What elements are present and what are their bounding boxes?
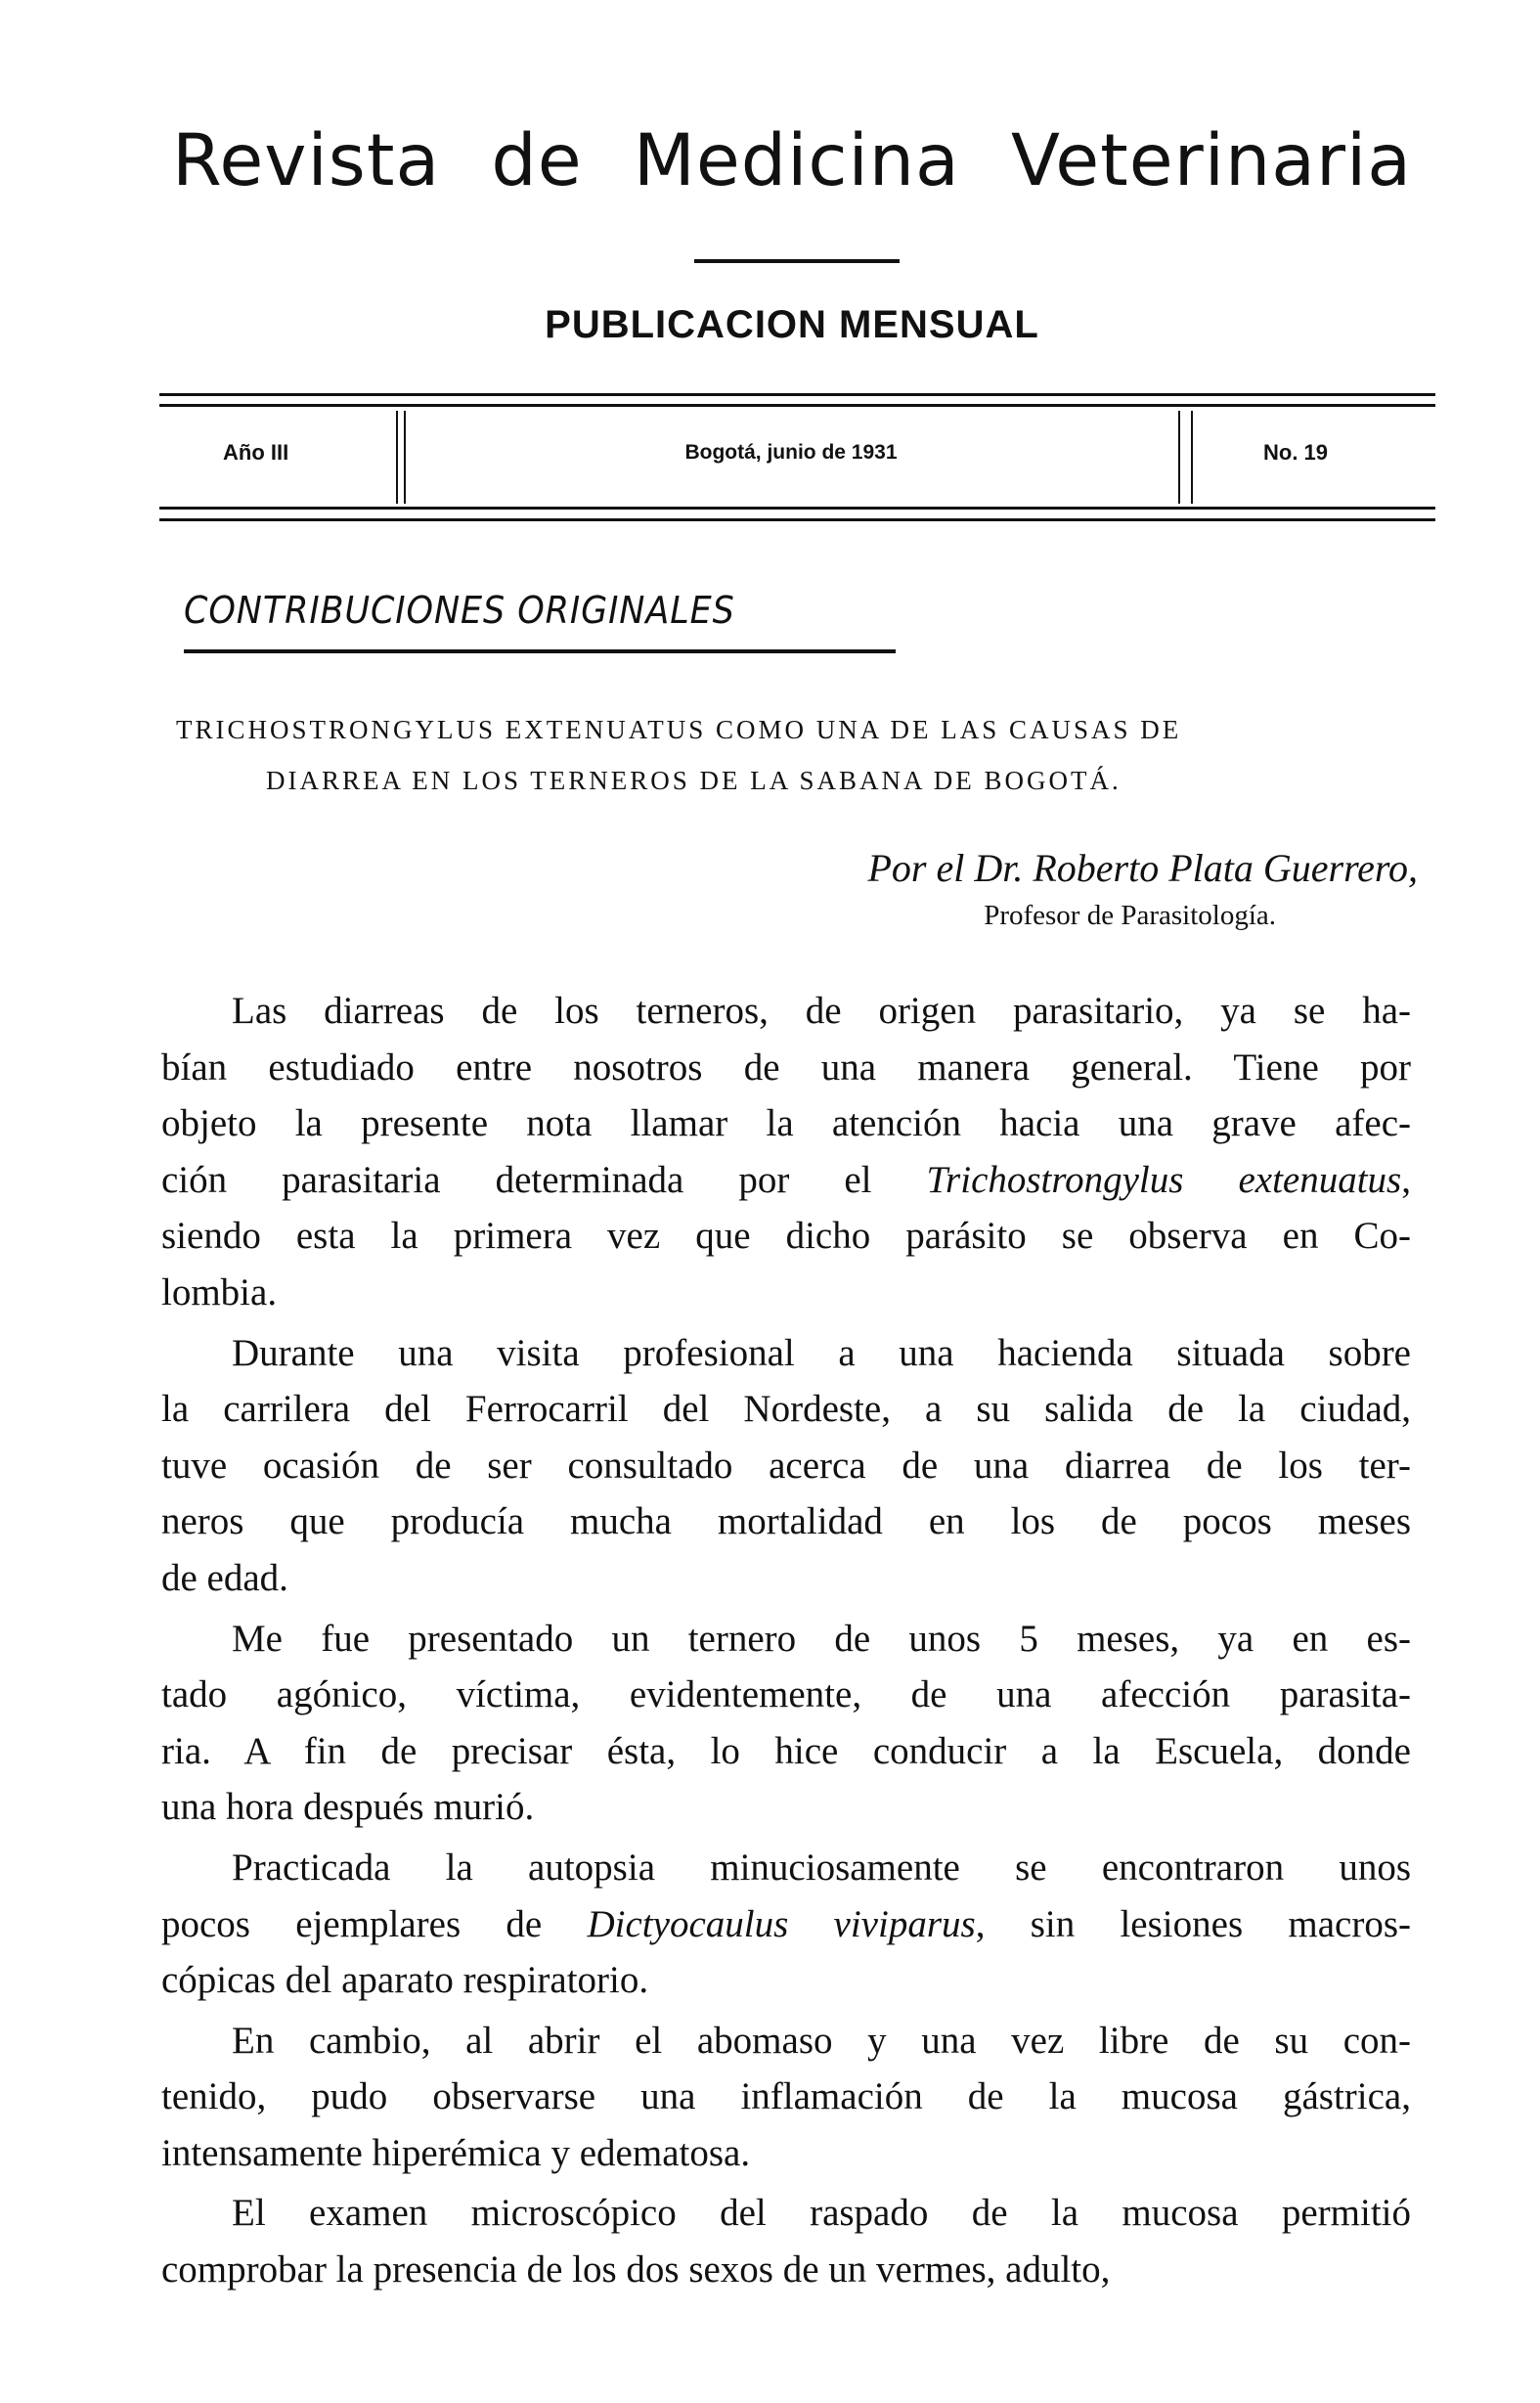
issue-bar-divider-right-1 (1178, 411, 1180, 504)
issue-bar-rule-top-2 (159, 404, 1435, 407)
issue-bar-rule-bottom-2 (159, 518, 1435, 521)
body-line: de edad. (161, 1556, 288, 1599)
issue-bar-rule-bottom-1 (159, 507, 1435, 510)
body-line: cópicas del aparato respiratorio. (161, 1959, 649, 2002)
body-text-segment: ción parasitaria determinada por el (161, 1158, 927, 1201)
body-text-segment: , (1401, 1158, 1411, 1201)
body-line: lombia. (161, 1270, 278, 1313)
body-line: Practicada la autopsia minuciosamente se encontraron unos (232, 1846, 1411, 1889)
body-line: Me fue presentado un ternero de unos 5 meses, ya en es- (232, 1617, 1411, 1660)
journal-subtitle: PUBLICACION MENSUAL (545, 303, 1039, 346)
author-byline: Por el Dr. Roberto Plata Guerrero, (867, 846, 1418, 890)
body-line: siendo esta la primera vez que dicho parásito se observa en Co- (161, 1215, 1411, 1258)
body-text-segment: , sin lesiones macros- (975, 1902, 1411, 1945)
journal-title: Revista de Medicina Veterinaria (171, 119, 1413, 202)
issue-bar-divider-right-2 (1191, 411, 1193, 504)
issue-bar-divider-left-1 (396, 411, 398, 504)
body-line: la carrilera del Ferrocarril del Nordeste, a su salida de la ciudad, (161, 1388, 1411, 1431)
issue-year: Año III (223, 440, 289, 465)
body-line: ria. A fin de precisar ésta, lo hice conducir a la Escuela, donde (161, 1729, 1411, 1772)
body-line: En cambio, al abrir el abomaso y una vez libre de su con- (232, 2019, 1411, 2062)
body-line: una hora después murió. (161, 1786, 535, 1829)
body-line: Durante una visita profesional a una hacienda situada sobre (232, 1331, 1411, 1374)
article-body (161, 983, 1411, 2298)
author-affiliation: Profesor de Parasitología. (984, 900, 1276, 931)
body-line: El examen microscópico del raspado de la mucosa permitió (232, 2192, 1411, 2235)
article-title-line-2: DIARREA EN LOS TERNEROS DE LA SABANA DE BOGOTÁ. (266, 766, 1122, 795)
body-line: tuve ocasión de ser consultado acerca de una diarrea de los ter- (161, 1444, 1411, 1487)
species-name: Trichostrongylus extenuatus (926, 1158, 1402, 1201)
body-line: neros que producía mucha mortalidad en los de pocos meses (161, 1500, 1411, 1543)
body-line: bían estudiado entre nosotros de una manera general. Tiene por (161, 1046, 1411, 1089)
body-line (161, 1896, 1411, 1953)
issue-bar-rule-top-1 (159, 393, 1435, 396)
body-line: comprobar la presencia de los dos sexos de un vermes, adulto, (161, 2248, 1111, 2292)
body-line: Las diarreas de los terneros, de origen parasitario, ya se ha- (232, 990, 1411, 1032)
body-line: tenido, pudo observarse una inflamación de la mucosa gástrica, (161, 2075, 1411, 2118)
species-name: Dictyocaulus viviparus (587, 1902, 976, 1945)
body-line: objeto la presente nota llamar la atención hacia una grave afec- (161, 1102, 1411, 1145)
body-line: intensamente hiperémica y edematosa. (161, 2131, 751, 2174)
title-divider (694, 259, 900, 263)
section-underline (184, 649, 896, 653)
body-line (161, 1152, 1411, 1209)
body-text-segment: pocos ejemplares de (161, 1902, 588, 1945)
section-heading: CONTRIBUCIONES ORIGINALES (184, 589, 735, 632)
issue-place-date: Bogotá, junio de 1931 (684, 441, 898, 464)
article-title-line-1: TRICHOSTRONGYLUS EXTENUATUS COMO UNA DE LAS CAUSAS DE (176, 715, 1182, 744)
issue-number: No. 19 (1263, 440, 1329, 465)
body-line: tado agónico, víctima, evidentemente, de una afección parasita- (161, 1673, 1411, 1716)
